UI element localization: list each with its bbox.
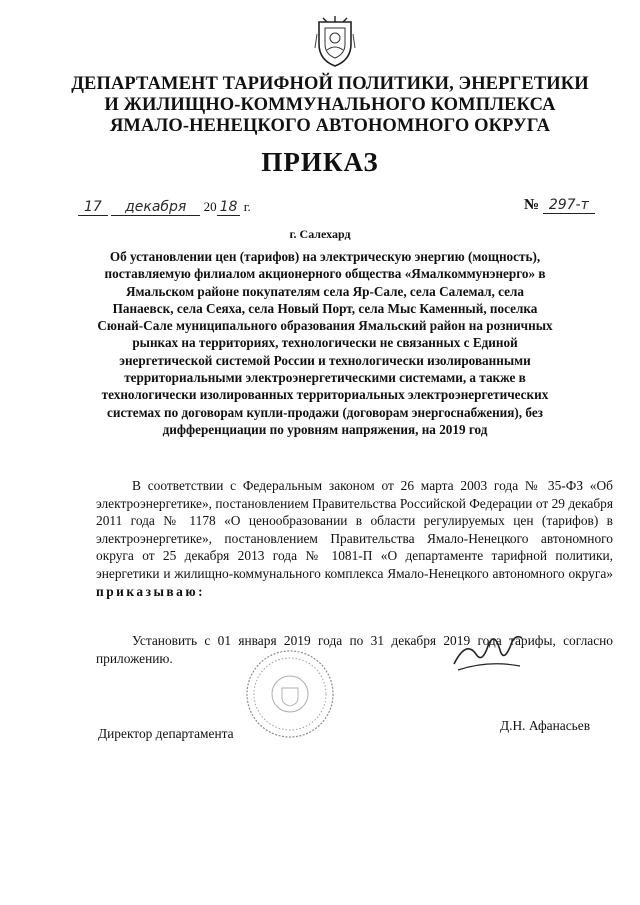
document-subject: Об установлении цен (тарифов) на электрическую энергию (мощность), поставляемую филиалом акционерного общества «Ямалкоммунэнерго» в Ямальском районе покупателям села Яр-Сале, села Салемал, села Панаевск, села Сеяха, села Новый Порт, села Мыс Каменный, поселка Сюнай-Сале муниципального образования Ямальский район на розничных рынках на территориях, технологически не связанных с Единой энергетической системой России и технологически изолированными территориальными электроэнергетическими системами, а также в технологически изолированных территориальных электроэнергетических системах по договорам купли-продажи (договорам энергоснабжения), без дифференциации по уровням напряжения, на 2019 год bbox=[97, 249, 553, 437]
year-prefix: 20 bbox=[203, 199, 217, 214]
order-paragraph: Установить с 01 января 2019 года по 31 декабря 2019 года тарифы, согласно приложению. bbox=[96, 633, 613, 666]
number-value: 297-т bbox=[543, 197, 595, 214]
number-label: № bbox=[524, 197, 540, 213]
date-day: 17 bbox=[78, 199, 108, 216]
preamble-paragraph bbox=[96, 477, 613, 600]
signer-name: Д.Н. Афанасьев bbox=[500, 718, 591, 733]
official-seal-icon bbox=[244, 648, 336, 740]
date-month: декабря bbox=[111, 199, 200, 216]
handwritten-signature-icon bbox=[448, 620, 528, 680]
org-line: ДЕПАРТАМЕНТ ТАРИФНОЙ ПОЛИТИКИ, ЭНЕРГЕТИКИ bbox=[71, 74, 589, 94]
organization-name bbox=[60, 74, 600, 137]
order-number bbox=[524, 197, 595, 214]
order-word: приказываю: bbox=[96, 583, 206, 599]
coat-of-arms-icon bbox=[313, 14, 357, 68]
year-mark: г. bbox=[243, 199, 251, 214]
org-line: ЯМАЛО-НЕНЕЦКОГО АВТОНОМНОГО ОКРУГА bbox=[109, 116, 551, 136]
document-type: ПРИКАЗ bbox=[261, 147, 379, 177]
order-date bbox=[78, 199, 251, 216]
year-suffix: 18 bbox=[217, 199, 241, 216]
city: г. Салехард bbox=[289, 227, 351, 241]
preamble-text: В соответствии с Федеральным законом от 26 марта 2003 года № 35-ФЗ «Об электроэнергетике», постановлением Правительства Российской Федерации от 29 декабря 2011 года № 1178 «О ценообразовании в области регулируемых цен (тарифов) в электроэнергетике», постановлением Правительства Ямало-Ненецкого автономного округа от 25 декабря 2013 года № 1081-П «О департаменте тарифной политики, энергетики и жилищно-коммунального комплекса Ямало-Ненецкого автономного округа» bbox=[96, 478, 613, 581]
signer-position: Директор департамента bbox=[98, 726, 234, 741]
org-line: И ЖИЛИЩНО-КОММУНАЛЬНОГО КОМПЛЕКСА bbox=[104, 95, 556, 115]
